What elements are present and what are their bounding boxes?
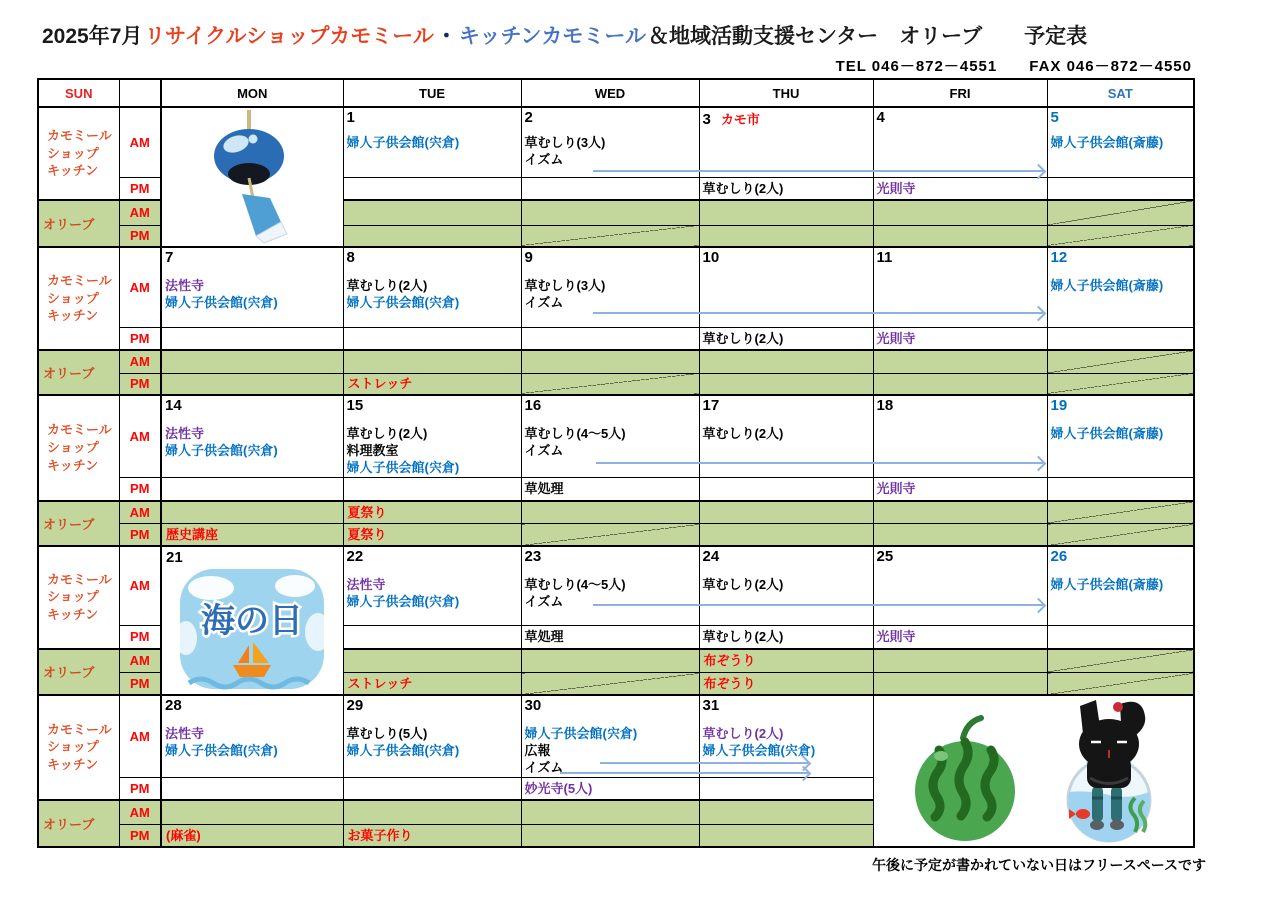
olive-cell [699, 825, 873, 847]
event: 広報 [524, 742, 551, 758]
cell-jul14-am [161, 395, 343, 478]
olive-cell [343, 825, 521, 847]
am-label: AM [119, 501, 161, 524]
week3-pm-row [38, 478, 1194, 501]
cell-jul16-pm [521, 478, 699, 501]
label-line: ショップ [47, 145, 99, 161]
event: 光則寺 [876, 330, 916, 346]
olive-cell [873, 673, 1047, 695]
event: ストレッチ [347, 675, 413, 691]
label-line: カモミール [47, 721, 112, 737]
header-thu: THU [699, 79, 873, 107]
title-rest: ＆地域活動支援センター オリーブ 予定表 [648, 25, 1088, 48]
event: 婦人子供会館(宍倉) [346, 135, 460, 150]
olive-cell-crossed [1047, 225, 1194, 247]
olive-cell-crossed [521, 225, 699, 247]
event: 草処理 [524, 481, 564, 497]
day-number: 26 [1050, 547, 1068, 565]
cell-jul28-am [161, 695, 343, 778]
day-number: 21 [166, 548, 183, 566]
event: 草むしり(2人) [702, 426, 784, 441]
event: 草むしり(2人) [346, 426, 428, 441]
event: 草むしり(2人) [702, 330, 784, 346]
cell-jul17-am [699, 395, 873, 478]
day-number: 25 [876, 547, 894, 565]
cell-jul26-am [1047, 546, 1194, 626]
title-month: 2025年7月 [42, 25, 143, 48]
cell-jul15-pm [343, 478, 521, 501]
olive-cell [699, 350, 873, 373]
label-line: キッチン [47, 163, 99, 179]
week1-am-row [38, 107, 1194, 177]
kamomille-label [38, 395, 119, 501]
wind-chime-illustration [161, 107, 343, 247]
event: 婦人子供会館(斎藤) [1050, 426, 1164, 441]
olive-cell-crossed [1047, 373, 1194, 395]
olive-cell [343, 673, 521, 695]
event: 夏祭り [347, 504, 387, 520]
event: 婦人子供会館(宍倉) [524, 725, 638, 741]
event: (麻雀) [166, 827, 201, 843]
olive-cell [343, 501, 521, 524]
olive-cell [873, 200, 1047, 225]
event: ストレッチ [347, 376, 413, 392]
day-number: 28 [165, 696, 182, 714]
event: 法性寺 [165, 278, 205, 293]
olive-cell [343, 800, 521, 825]
cell-jul3-am [699, 107, 873, 177]
am-label: AM [119, 107, 161, 177]
olive-cell-crossed [1047, 200, 1194, 225]
cell-jul7-pm [161, 327, 343, 350]
cell-jul16-am [521, 395, 699, 478]
event: 婦人子供会館(宍倉) [702, 742, 816, 758]
label-line: ショップ [47, 739, 99, 755]
am-label: AM [119, 695, 161, 778]
marine-day-badge-icon [177, 566, 327, 692]
pm-label: PM [119, 777, 161, 800]
kamomille-label [38, 546, 119, 649]
olive-cell [343, 200, 521, 225]
event: 草むしり(4〜5人) [524, 576, 626, 592]
olive-label: オリーブ [38, 501, 119, 546]
event: 草むしり(2人) [702, 180, 784, 196]
cell-jul22-am [343, 546, 521, 626]
event: イズム [524, 759, 564, 775]
olive-cell [699, 501, 873, 524]
am-label: AM [119, 350, 161, 373]
cell-jul19-am [1047, 395, 1194, 478]
schedule-arrow [593, 170, 1043, 172]
cell-jul29-am [343, 695, 521, 778]
day-number: 5 [1050, 109, 1059, 126]
week2-pm-row [38, 327, 1194, 350]
cell-jul18-am [873, 395, 1047, 478]
olive-cell-crossed [1047, 649, 1194, 673]
olive-cell-crossed [521, 373, 699, 395]
day-number: 1 [346, 109, 355, 126]
olive-cell [161, 350, 343, 373]
day-number: 19 [1050, 397, 1068, 414]
schedule-arrow [593, 604, 1043, 606]
title-shop-name: リサイクルショップカモミール [144, 25, 434, 48]
event: 法性寺 [165, 426, 205, 441]
olive-cell [699, 524, 873, 546]
cell-jul24-pm [699, 626, 873, 649]
day-number: 22 [346, 547, 364, 565]
olive-cell [699, 673, 873, 695]
day-number: 2 [524, 109, 533, 126]
day-number: 14 [165, 397, 182, 414]
kamomille-label [38, 107, 119, 200]
cell-jul29-pm [343, 777, 521, 800]
weekday-header-row [38, 79, 1194, 107]
cell-jul3-pm [699, 177, 873, 200]
week5-am-row [38, 695, 1194, 778]
cell-jul5-am [1047, 107, 1194, 177]
event: イズム [524, 295, 564, 310]
olive-cell [343, 649, 521, 673]
day-number: 10 [702, 249, 720, 266]
pm-label: PM [119, 626, 161, 649]
schedule-arrow [596, 462, 1043, 464]
olive-cell [521, 800, 699, 825]
kamomille-label [38, 247, 119, 350]
page-title [42, 20, 1089, 50]
cell-jul12-am [1047, 247, 1194, 327]
pm-label: PM [119, 478, 161, 501]
event: 草むしり(4〜5人) [524, 426, 626, 441]
event: 料理教室 [346, 443, 399, 458]
event: 光則寺 [876, 481, 916, 497]
olive-cell-crossed [521, 673, 699, 695]
pm-label: PM [119, 225, 161, 247]
event: 婦人子供会館(斎藤) [1050, 135, 1164, 150]
week3-olive-am-row [38, 501, 1194, 524]
olive-label: オリーブ [38, 800, 119, 847]
footer-note: 午後に予定が書かれていない日はフリースペースです [872, 857, 1207, 873]
cell-jul2-am [521, 107, 699, 177]
event: お菓子作り [347, 827, 413, 843]
event: イズム [524, 152, 564, 167]
cell-jul10-pm [699, 327, 873, 350]
olive-cell [873, 373, 1047, 395]
day-number: 29 [346, 696, 364, 714]
olive-cell-crossed [1047, 673, 1194, 695]
cell-jul31-am [699, 695, 873, 778]
olive-cell [873, 524, 1047, 546]
label-line: カモミール [47, 422, 112, 438]
title-kitchen-name: キッチンカモミール [458, 25, 646, 48]
event: 法性寺 [165, 725, 205, 741]
cell-jul28-pm [161, 777, 343, 800]
olive-cell [161, 501, 343, 524]
olive-cell [873, 501, 1047, 524]
olive-label: オリーブ [38, 200, 119, 247]
olive-cell [521, 350, 699, 373]
schedule-arrow [600, 762, 808, 764]
event: 草むしり(2人) [346, 278, 428, 293]
am-label: AM [119, 649, 161, 673]
event: 布ぞうり [703, 675, 756, 691]
event: 光則寺 [876, 180, 916, 196]
event: 草むしり(5人) [346, 725, 428, 741]
week3-am-row [38, 395, 1194, 478]
label-line: カモミール [47, 128, 112, 144]
am-label: AM [119, 546, 161, 626]
olive-cell [521, 200, 699, 225]
olive-cell [699, 225, 873, 247]
kamomille-label [38, 695, 119, 801]
cell-jul14-pm [161, 478, 343, 501]
cell-jul26-pm [1047, 626, 1194, 649]
cell-jul8-am [343, 247, 521, 327]
day-number: 31 [702, 696, 720, 714]
event: 婦人子供会館(宍倉) [346, 460, 460, 475]
am-label: AM [119, 800, 161, 825]
olive-cell [161, 373, 343, 395]
title-separator: ・ [435, 25, 457, 48]
cell-jul17-pm [699, 478, 873, 501]
day-number: 15 [346, 397, 364, 414]
olive-cell-crossed [1047, 350, 1194, 373]
label-line: キッチン [47, 757, 99, 773]
olive-cell [873, 649, 1047, 673]
cell-jul12-pm [1047, 327, 1194, 350]
day-number: 7 [165, 249, 174, 266]
cell-jul11-pm [873, 327, 1047, 350]
label-line: ショップ [47, 290, 99, 306]
cell-jul9-pm [521, 327, 699, 350]
label-line: キッチン [47, 457, 99, 473]
day-number: 3 [702, 111, 711, 128]
event: 法性寺 [346, 576, 386, 592]
label-line: カモミール [47, 571, 112, 587]
pm-label: PM [119, 373, 161, 395]
olive-cell [343, 350, 521, 373]
event: 草むしり(2人) [702, 725, 784, 741]
event: 草処理 [524, 629, 564, 645]
cell-jul8-pm [343, 327, 521, 350]
cell-jul10-am [699, 247, 873, 327]
cell-jul23-pm [521, 626, 699, 649]
day-number: 11 [876, 249, 893, 266]
pm-label: PM [119, 825, 161, 847]
event: 布ぞうり [703, 653, 756, 669]
day-number: 30 [524, 696, 542, 714]
summer-illustration-cell [873, 695, 1194, 847]
cell-jul15-am [343, 395, 521, 478]
header-fri: FRI [873, 79, 1047, 107]
schedule-arrow [593, 312, 1043, 314]
olive-cell [699, 373, 873, 395]
day-number: 24 [702, 547, 720, 565]
pm-label: PM [119, 673, 161, 695]
olive-cell [161, 524, 343, 546]
event: 草むしり(3人) [524, 135, 606, 150]
cell-jul4-pm [873, 177, 1047, 200]
label-line: キッチン [47, 606, 99, 622]
pm-label: PM [119, 524, 161, 546]
olive-cell [343, 225, 521, 247]
cell-jul31-pm [699, 777, 873, 800]
olive-cell [521, 649, 699, 673]
label-line: カモミール [47, 273, 112, 289]
event: 婦人子供会館(斎藤) [1050, 278, 1164, 293]
olive-cell [699, 649, 873, 673]
day-number: 4 [876, 109, 885, 126]
olive-label: オリーブ [38, 649, 119, 695]
marine-day-cell [161, 546, 343, 695]
cell-jul1-pm [343, 177, 521, 200]
label-line: キッチン [47, 308, 99, 324]
week2-olive-pm-row [38, 373, 1194, 395]
am-label: AM [119, 395, 161, 478]
label-line: ショップ [47, 589, 99, 605]
header-mon: MON [161, 79, 343, 107]
cell-jul1-am [343, 107, 521, 177]
event: 草むしり(2人) [702, 576, 784, 592]
cell-jul25-pm [873, 626, 1047, 649]
event: 草むしり(2人) [702, 629, 784, 645]
event: イズム [524, 593, 564, 609]
cell-jul30-pm [521, 777, 699, 800]
event: 婦人子供会館(宍倉) [165, 443, 278, 458]
cell-jul18-pm [873, 478, 1047, 501]
olive-cell [343, 373, 521, 395]
olive-cell [161, 825, 343, 847]
event: 夏祭り [347, 526, 387, 542]
cell-jul2-pm [521, 177, 699, 200]
event: 歴史講座 [166, 526, 219, 542]
week3-olive-pm-row [38, 524, 1194, 546]
schedule-table-area [37, 78, 1193, 845]
header-sun: SUN [38, 79, 119, 107]
watermelon-rabbit-fishbowl-icon [877, 698, 1189, 844]
event: 婦人子供会館(宍倉) [346, 593, 460, 609]
day-number: 18 [876, 397, 894, 414]
event: イズム [524, 443, 564, 458]
header-tue: TUE [343, 79, 521, 107]
olive-cell-crossed [521, 524, 699, 546]
cell-jul7-am [161, 247, 343, 327]
schedule-arrow [560, 772, 808, 774]
cell-jul9-am [521, 247, 699, 327]
cell-jul23-am [521, 546, 699, 626]
event: 婦人子供会館(宍倉) [165, 742, 278, 758]
pm-label: PM [119, 327, 161, 350]
day-number: 12 [1050, 249, 1068, 266]
olive-cell [699, 800, 873, 825]
olive-label: オリーブ [38, 350, 119, 395]
header-wed: WED [521, 79, 699, 107]
cell-jul11-am [873, 247, 1047, 327]
olive-cell [873, 350, 1047, 373]
cell-jul24-am [699, 546, 873, 626]
event: カモ市 [720, 112, 760, 127]
header-blank [119, 79, 161, 107]
olive-cell-crossed [1047, 524, 1194, 546]
day-number: 9 [524, 249, 533, 266]
olive-cell [873, 225, 1047, 247]
day-number: 16 [524, 397, 542, 414]
label-line: ショップ [47, 439, 99, 455]
event: 草むしり(3人) [524, 278, 606, 293]
am-label: AM [119, 200, 161, 225]
cell-jul4-am [873, 107, 1047, 177]
week2-am-row [38, 247, 1194, 327]
event: 婦人子供会館(斎藤) [1050, 576, 1164, 592]
olive-cell [699, 200, 873, 225]
olive-cell-crossed [1047, 501, 1194, 524]
header-sat: SAT [1047, 79, 1194, 107]
day-number: 23 [524, 547, 542, 565]
event: 婦人子供会館(宍倉) [346, 295, 460, 310]
cell-jul30-am [521, 695, 699, 778]
event: 妙光寺(5人) [524, 780, 593, 796]
day-number: 17 [702, 397, 720, 414]
cell-jul22-pm [343, 626, 521, 649]
week2-olive-am-row [38, 350, 1194, 373]
event: 光則寺 [876, 629, 916, 645]
wind-chime-icon [192, 110, 312, 244]
olive-cell [521, 825, 699, 847]
olive-cell [161, 800, 343, 825]
cell-jul19-pm [1047, 478, 1194, 501]
am-label: AM [119, 247, 161, 327]
event: 婦人子供会館(宍倉) [165, 295, 278, 310]
pm-label: PM [119, 177, 161, 200]
cell-jul25-am [873, 546, 1047, 626]
marine-day-text: 海の日 [201, 601, 304, 640]
olive-cell [521, 501, 699, 524]
event: 婦人子供会館(宍倉) [346, 742, 460, 758]
week4-am-row [38, 546, 1194, 626]
day-number: 8 [346, 249, 355, 266]
tel-fax-line: TEL 046－872－4551 FAX 046－872－4550 [835, 58, 1192, 75]
olive-cell [343, 524, 521, 546]
cell-jul5-pm [1047, 177, 1194, 200]
